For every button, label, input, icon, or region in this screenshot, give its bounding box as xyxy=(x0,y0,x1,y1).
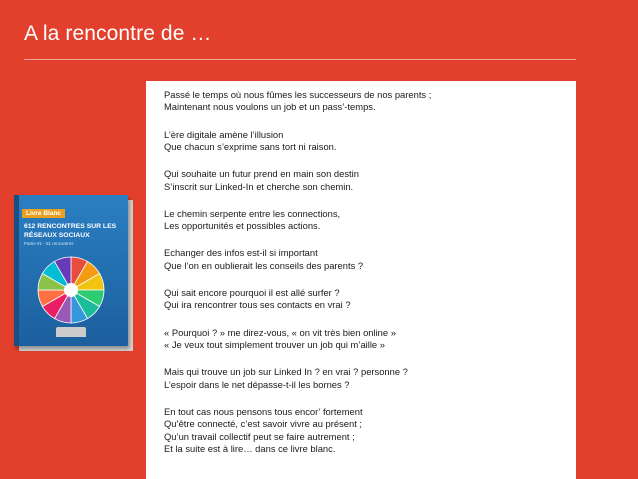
book-heading: 612 RENCONTRES SUR LES RÉSEAUX SOCIAUX xyxy=(24,223,117,239)
livre-blanc-cover-image xyxy=(14,195,128,346)
content-panel xyxy=(146,81,576,479)
poem-stanza xyxy=(164,406,569,456)
poem-line: Qui souhaite un futur prend en main son destin xyxy=(164,168,359,180)
poem-line: Qu’être connecté, c’est savoir vivre au présent ; xyxy=(164,418,363,430)
poem-stanza xyxy=(164,327,569,352)
poem-line: « Je veux tout simplement trouver un job qui m’aille » xyxy=(164,339,385,351)
poem-stanza xyxy=(164,287,569,312)
poem-line: En tout cas nous pensons tous encor’ fortement xyxy=(164,405,363,417)
poem-line: S’inscrit sur Linked-In et cherche son chemin. xyxy=(164,180,354,192)
poem-line: Qui ira rencontrer tous ses contacts en vrai ? xyxy=(164,299,351,311)
poem-line: Le chemin serpente entre les connections, xyxy=(164,207,341,219)
poem-line: « Pourquoi ? » me direz-vous, « on vit très bien online » xyxy=(164,326,396,338)
poem-stanza xyxy=(164,168,569,193)
social-wheel-icon xyxy=(36,255,106,325)
slide-title: A la rencontre de … xyxy=(24,22,212,45)
poem-stanza xyxy=(164,366,569,391)
poem-line: Passé le temps où nous fûmes les successeurs de nos parents ; xyxy=(164,89,432,100)
poem-line: Qu’un travail collectif peut se faire autrement ; xyxy=(164,430,355,442)
poem-line: Que chacun s’exprime sans tort ni raison. xyxy=(164,141,337,153)
poem-line: L’espoir dans le net dépasse-t-il les bornes ? xyxy=(164,378,350,390)
poem-stanza xyxy=(164,247,569,272)
wheel-hub xyxy=(64,283,78,297)
poem-line: Les opportunités et possibles actions. xyxy=(164,220,321,232)
title-divider xyxy=(24,59,576,60)
poem-line: Qui sait encore pourquoi il est allé surfer ? xyxy=(164,287,340,299)
book-subheading: Partie #1 - 61 rencontres xyxy=(24,241,74,246)
poem-line: Maintenant nous voulons un job et un pass’-temps. xyxy=(164,101,376,113)
book-tag: Livre Blanc xyxy=(22,209,65,218)
book-cover xyxy=(14,195,128,346)
poem-stanza xyxy=(164,208,569,233)
poem-stanza xyxy=(164,89,569,114)
book-spine xyxy=(14,195,19,346)
poem-line: Et la suite est à lire… dans ce livre blanc. xyxy=(164,443,336,455)
poem-stanza xyxy=(164,129,569,154)
poem-line: Que l’on en oublierait les conseils des parents ? xyxy=(164,259,364,271)
poem xyxy=(164,89,569,470)
poem-line: Mais qui trouve un job sur Linked In ? en vrai ? personne ? xyxy=(164,366,408,378)
poem-line: L’ère digitale amène l’illusion xyxy=(164,128,284,140)
poem-line: Echanger des infos est-il si important xyxy=(164,247,318,259)
wheel-stand xyxy=(56,327,86,337)
